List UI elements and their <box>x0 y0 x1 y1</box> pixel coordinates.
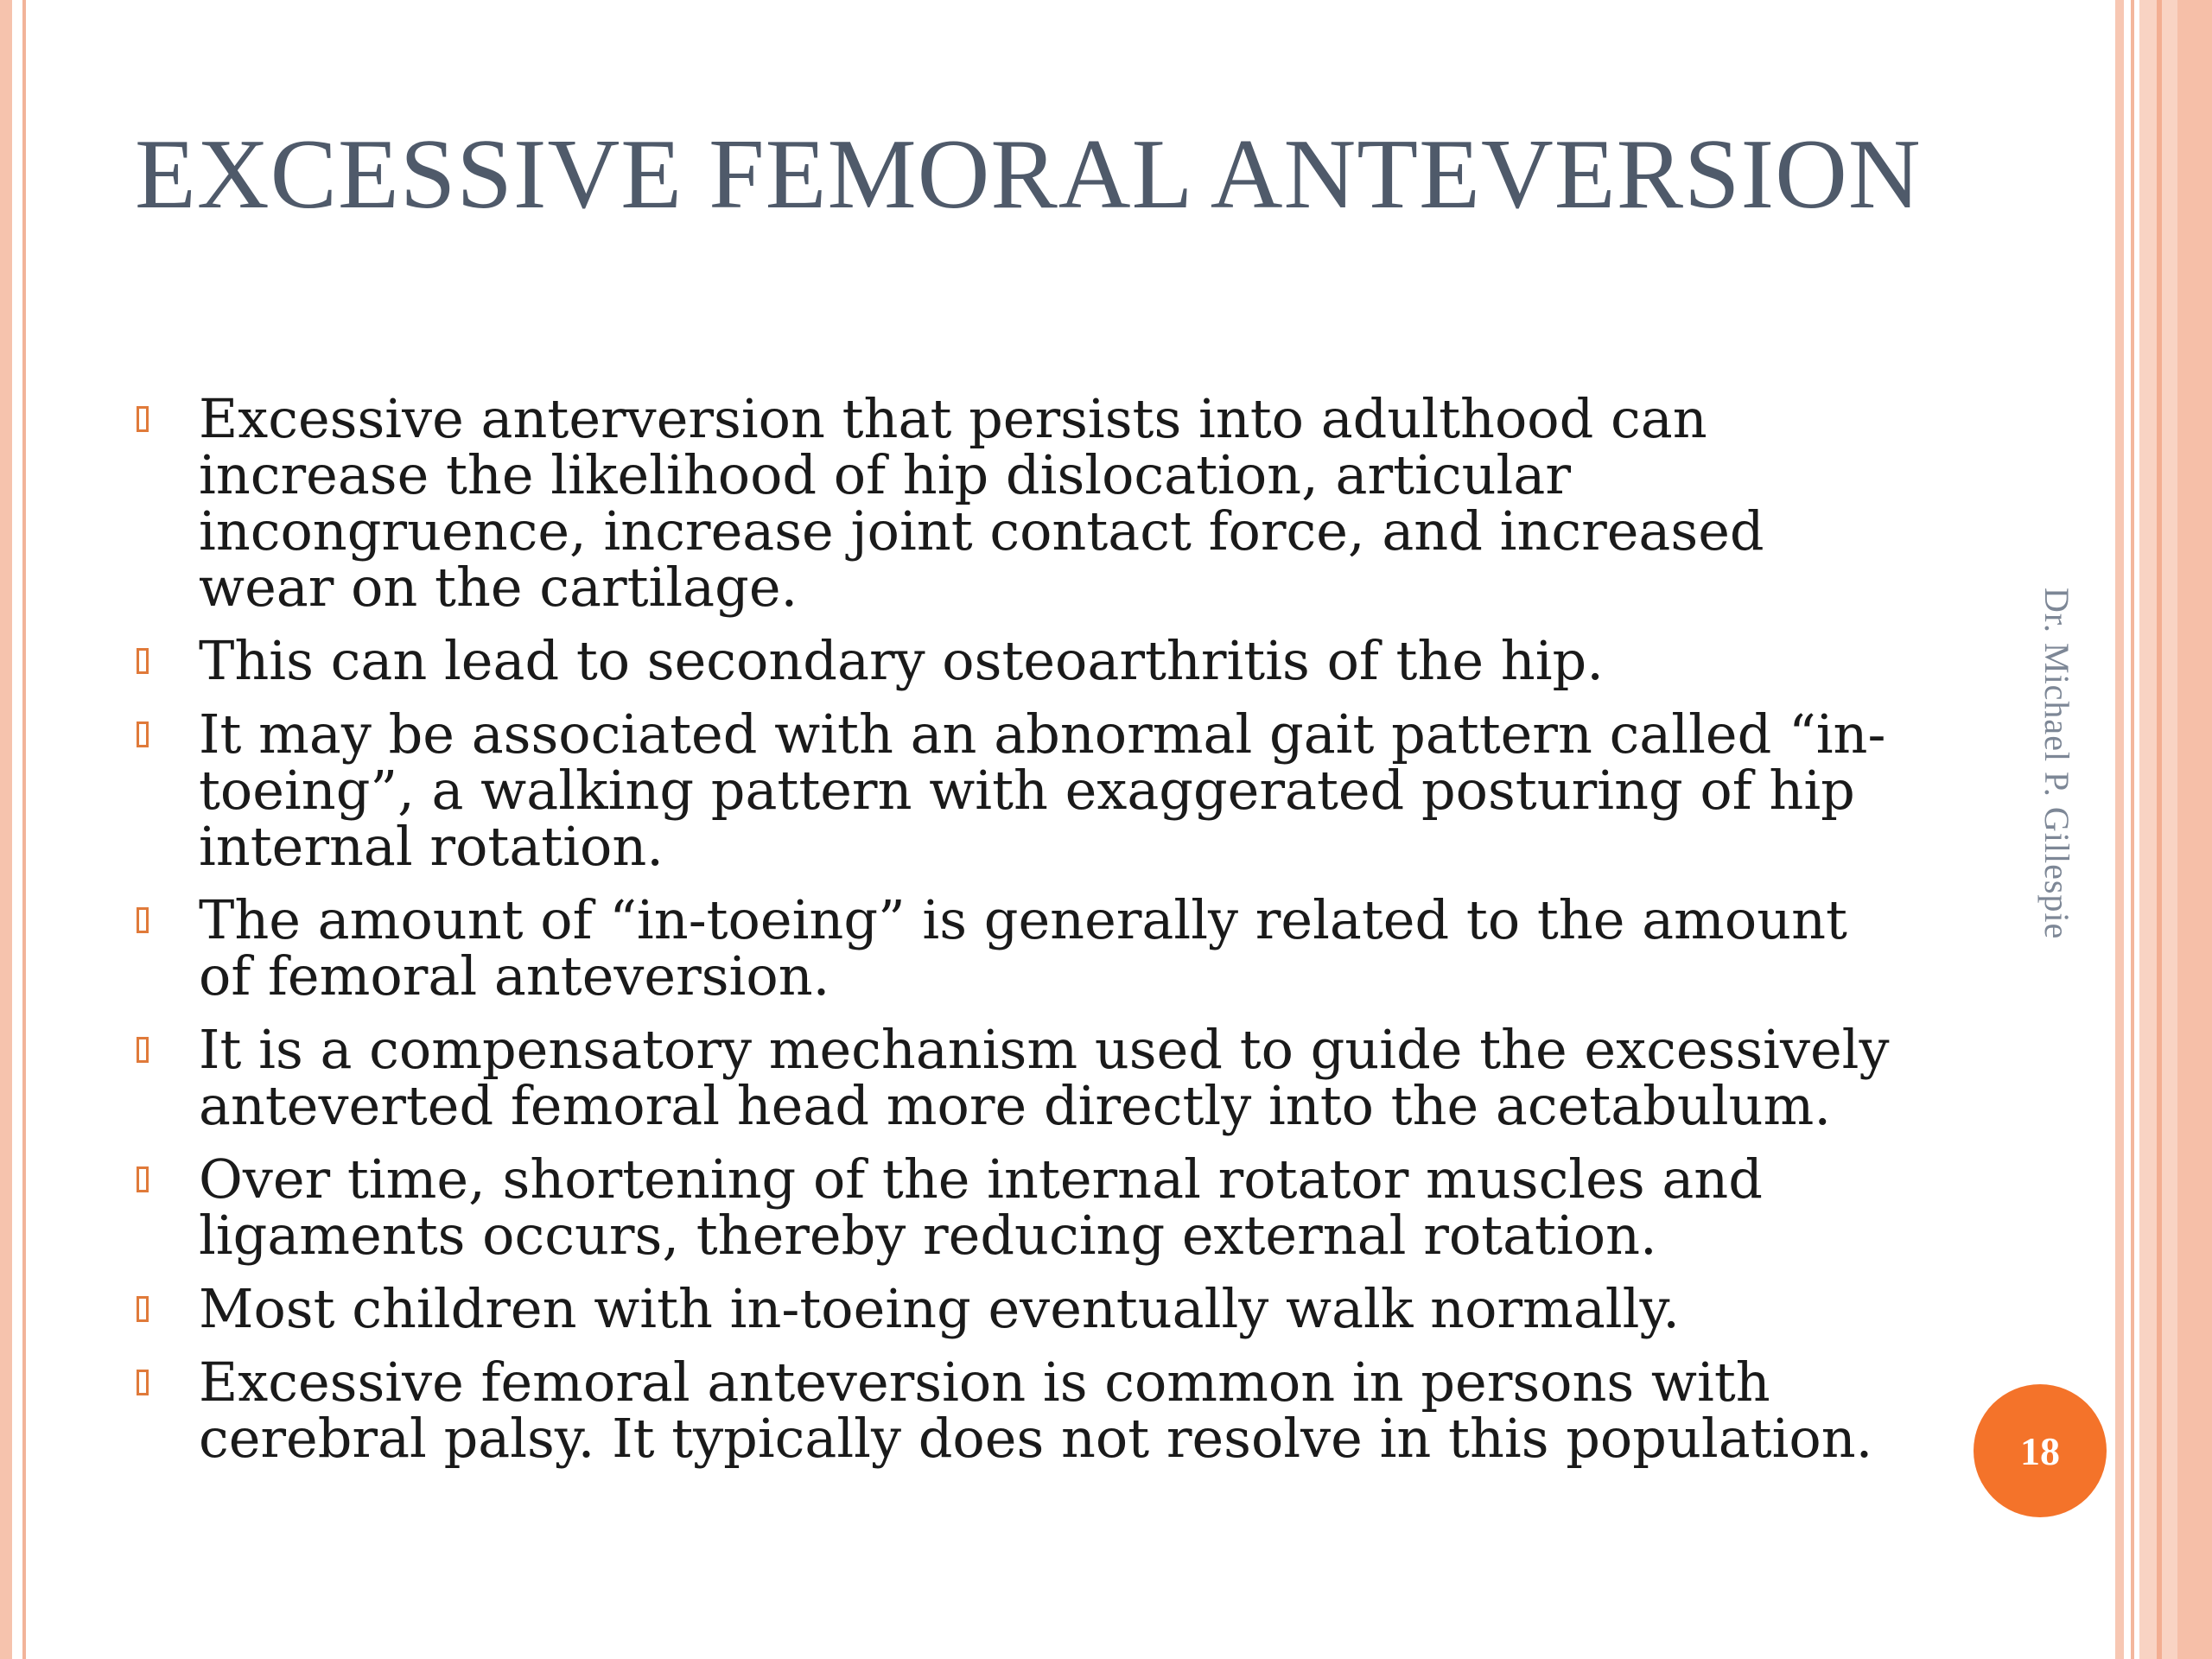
left-decorative-line <box>22 0 26 1659</box>
right-decorative-stripe <box>2157 0 2162 1659</box>
bullet-text: It is a compensatory mechanism used to guide the excessively anteverted femoral head more directly into the acetabulum. <box>199 1018 1890 1137</box>
bullet-item <box>135 1277 1915 1340</box>
page-number-badge <box>1974 1384 2107 1517</box>
author-credit: Dr. Michael P. Gillespie <box>2037 588 2076 940</box>
bullet-item <box>135 629 1915 692</box>
bullet-item <box>135 387 1915 619</box>
bullet-item <box>135 702 1915 878</box>
bullet-item <box>135 1147 1915 1267</box>
bullet-text: Excessive femoral anteversion is common in persons with cerebral palsy. It typically does not resolve in this population. <box>199 1351 1873 1470</box>
bullet-item <box>135 888 1915 1007</box>
bullet-text: The amount of “in-toeing” is generally related to the amount of femoral anteversion. <box>199 888 1847 1007</box>
bullet-marker-icon <box>137 721 149 747</box>
bullet-text: This can lead to secondary osteoarthritis of the hip. <box>199 629 1604 692</box>
bullet-text: Over time, shortening of the internal rotator muscles and ligaments occurs, thereby reducing external rotation. <box>199 1147 1763 1267</box>
bullet-list <box>135 387 1915 1484</box>
left-decorative-border <box>0 0 12 1659</box>
slide-title: EXCESSIVE FEMORAL ANTEVERSION <box>135 119 1922 230</box>
bullet-marker-icon <box>137 1296 149 1322</box>
right-decorative-stripe <box>2131 0 2134 1659</box>
bullet-marker-icon <box>137 1166 149 1192</box>
bullet-marker-icon <box>137 648 149 674</box>
bullet-item <box>135 1018 1915 1137</box>
bullet-item <box>135 1351 1915 1470</box>
right-decorative-stripe <box>2115 0 2124 1659</box>
page-number: 18 <box>2020 1428 2060 1473</box>
bullet-marker-icon <box>137 406 149 432</box>
bullet-text: Most children with in-toeing eventually walk normally. <box>199 1277 1680 1340</box>
right-decorative-stripe <box>2177 0 2212 1659</box>
bullet-text: Excessive anterversion that persists into adulthood can increase the likelihood of hip dislocation, articular incongruence, increase joint contact force, and increased wear on the cartilage. <box>199 387 1764 619</box>
bullet-text: It may be associated with an abnormal gait pattern called “in-toeing”, a walking pattern with exaggerated posturing of hip internal rotation. <box>199 702 1886 878</box>
bullet-marker-icon <box>137 907 149 933</box>
bullet-marker-icon <box>137 1037 149 1063</box>
bullet-marker-icon <box>137 1370 149 1395</box>
